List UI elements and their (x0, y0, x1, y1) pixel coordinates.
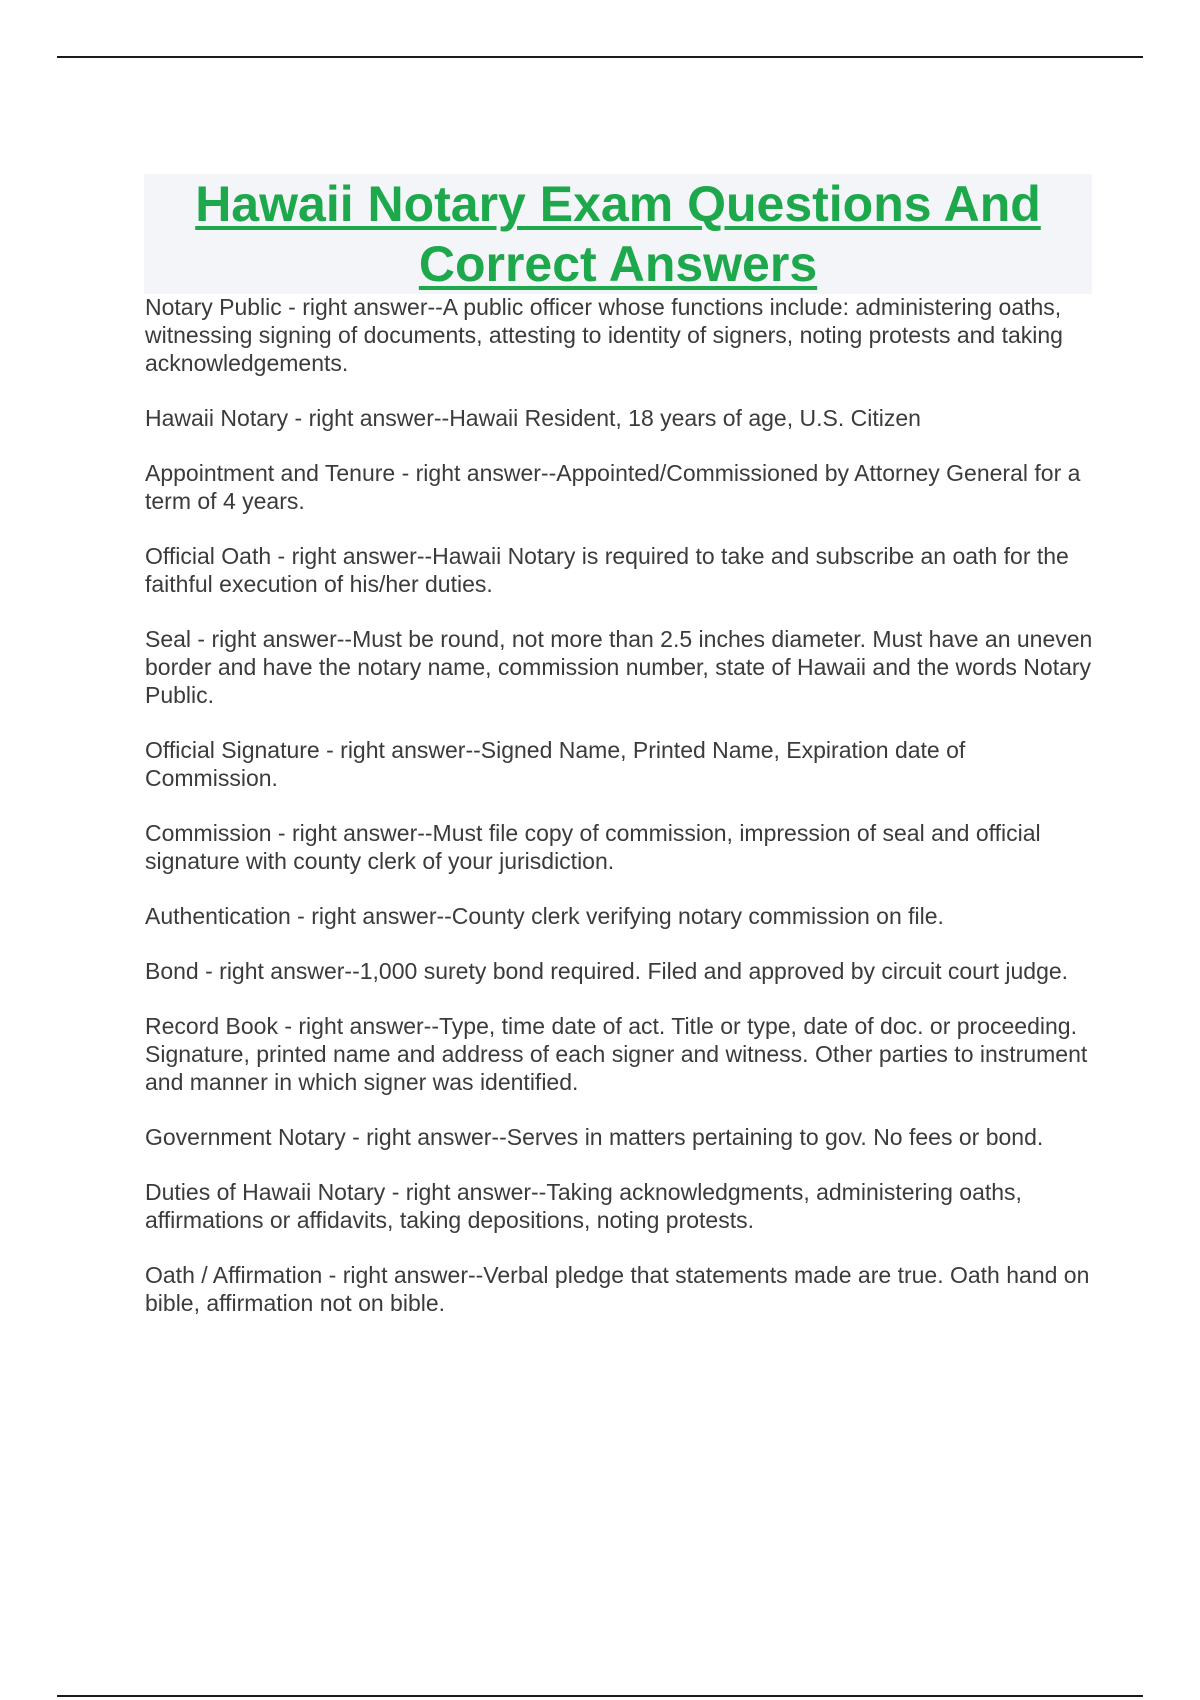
qa-item-seal: Seal - right answer--Must be round, not more than 2.5 inches diameter. Must have an uneven border and have the notary name, commission number, state of Hawaii and the words Notary Public. (145, 626, 1093, 708)
qa-item-notary-public: Notary Public - right answer--A public officer whose functions include: administering oaths, witnessing signing of documents, attesting to identity of signers, noting protests and taking acknowledgements. (145, 294, 1063, 376)
qa-item-record-book: Record Book - right answer--Type, time date of act. Title or type, date of doc. or proceeding. Signature, printed name and address of each signer and witness. Other parties to instrument and manner in which signer was identified. (145, 1013, 1088, 1095)
qa-item-oath-affirmation: Oath / Affirmation - right answer--Verbal pledge that statements made are true. Oath hand on bible, affirmation not on bible. (145, 1262, 1090, 1316)
qa-item-government-notary: Government Notary - right answer--Serves in matters pertaining to gov. No fees or bond. (145, 1124, 1044, 1150)
qa-item-appointment-tenure: Appointment and Tenure - right answer--Appointed/Commissioned by Attorney General for a term of 4 years. (145, 460, 1081, 514)
bottom-rule (57, 1695, 1143, 1697)
qa-list (145, 293, 1095, 1344)
qa-item-hawaii-notary: Hawaii Notary - right answer--Hawaii Resident, 18 years of age, U.S. Citizen (145, 405, 921, 431)
qa-item-bond: Bond - right answer--1,000 surety bond required. Filed and approved by circuit court judge. (145, 958, 1069, 984)
qa-item-official-signature: Official Signature - right answer--Signed Name, Printed Name, Expiration date of Commission. (145, 737, 966, 791)
qa-item-duties: Duties of Hawaii Notary - right answer--Taking acknowledgments, administering oaths, affirmations or affidavits, taking depositions, noting protests. (145, 1179, 1022, 1233)
qa-item-official-oath: Official Oath - right answer--Hawaii Notary is required to take and subscribe an oath for the faithful execution of his/her duties. (145, 543, 1069, 597)
document-title: Hawaii Notary Exam Questions And Correct Answers (195, 176, 1041, 292)
qa-item-authentication: Authentication - right answer--County clerk verifying notary commission on file. (145, 903, 944, 929)
qa-item-commission: Commission - right answer--Must file copy of commission, impression of seal and official signature with county clerk of your jurisdiction. (145, 820, 1041, 874)
top-rule (57, 56, 1143, 58)
